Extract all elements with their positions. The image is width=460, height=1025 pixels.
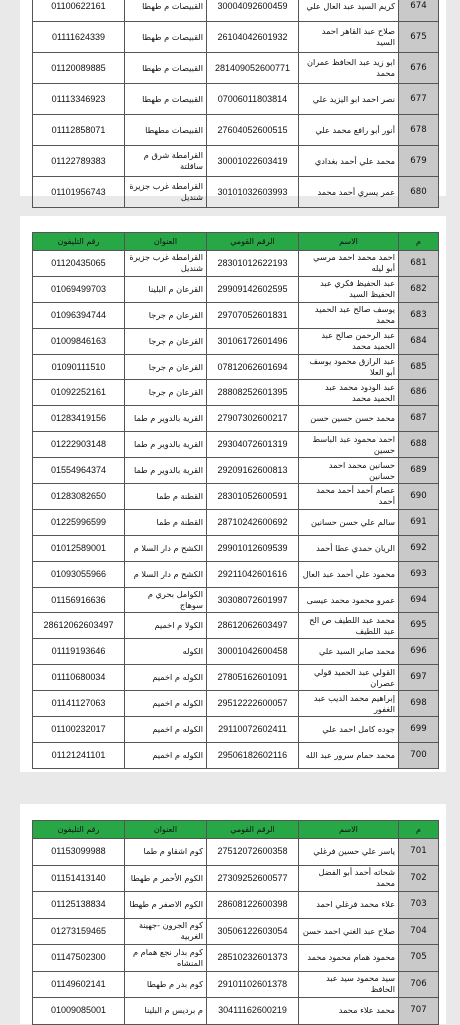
phone-number-cell: 01009085001 <box>33 998 125 1025</box>
records-table-3 <box>32 820 439 1025</box>
row-number-cell: 705 <box>399 945 439 972</box>
person-name-cell: صلاح عبد القاهر احمد السيد <box>299 22 399 53</box>
national-id-cell: 28301012622193 <box>207 251 299 277</box>
national-id-cell: 29110072602411 <box>207 717 299 743</box>
phone-number-cell: 01093055966 <box>33 561 125 587</box>
national-id-cell: 30106172601496 <box>207 328 299 354</box>
person-name-cell: حسانين محمد احمد حسانين <box>299 458 399 484</box>
national-id-cell: 29211042601616 <box>207 561 299 587</box>
header-num: م <box>399 821 439 839</box>
table-row <box>33 691 439 717</box>
table-row <box>33 717 439 743</box>
phone-number-cell: 28612062603497 <box>33 613 125 639</box>
phone-number-cell: 01101956743 <box>33 177 125 208</box>
table-row <box>33 998 439 1025</box>
header-name: الاسم <box>299 233 399 251</box>
person-name-cell: محمد صابر السيد علي <box>299 639 399 665</box>
phone-number-cell: 01110680034 <box>33 665 125 691</box>
phone-number-cell: 01012589001 <box>33 535 125 561</box>
address-cell: القرامطة غرب جزيرة شنديل <box>125 251 207 277</box>
person-name-cell: كريم السيد عبد العال علي <box>299 0 399 22</box>
row-number-cell: 692 <box>399 535 439 561</box>
table-row <box>33 458 439 484</box>
address-cell: كوم اشقاو م طما <box>125 839 207 866</box>
table-row <box>33 509 439 535</box>
person-name-cell: جوده كامل احمد علي <box>299 717 399 743</box>
person-name-cell: عمر يسري أحمد محمد <box>299 177 399 208</box>
table-row <box>33 22 439 53</box>
national-id-cell: 30411162600219 <box>207 998 299 1025</box>
row-number-cell: 695 <box>399 613 439 639</box>
address-cell: الكوله <box>125 639 207 665</box>
address-cell: الكوله م اخميم <box>125 742 207 768</box>
phone-number-cell: 01100622161 <box>33 0 125 22</box>
header-address: العنوان <box>125 233 207 251</box>
person-name-cell: يوسف صالح عبد الحميد محمد <box>299 302 399 328</box>
phone-number-cell: 01113346923 <box>33 84 125 115</box>
table-row <box>33 328 439 354</box>
table-row <box>33 665 439 691</box>
address-cell: القرعان م جرجا <box>125 302 207 328</box>
table-row <box>33 53 439 84</box>
person-name-cell: عبد الودود محمد عبد الحميد محمد <box>299 380 399 406</box>
phone-number-cell: 01096394744 <box>33 302 125 328</box>
row-number-cell: 678 <box>399 115 439 146</box>
phone-number-cell: 01554964374 <box>33 458 125 484</box>
table-row <box>33 742 439 768</box>
person-name-cell: عبد الرازق محمود يوسف أبو العلا <box>299 354 399 380</box>
national-id-cell: 28608122600398 <box>207 892 299 919</box>
address-cell: كوم بدار نجع همام م المنشاه <box>125 945 207 972</box>
person-name-cell: محمد علاء محمد <box>299 998 399 1025</box>
table-row <box>33 84 439 115</box>
row-number-cell: 687 <box>399 406 439 432</box>
table-row <box>33 945 439 972</box>
row-number-cell: 681 <box>399 251 439 277</box>
person-name-cell: محمد عبد اللطيف ص الح عبد اللطيف <box>299 613 399 639</box>
table-row <box>33 0 439 22</box>
row-number-cell: 699 <box>399 717 439 743</box>
national-id-cell: 29901012609539 <box>207 535 299 561</box>
header-phone: رقم التليفون <box>33 821 125 839</box>
row-number-cell: 686 <box>399 380 439 406</box>
person-name-cell: نصر احمد ابو اليزيد علي <box>299 84 399 115</box>
national-id-cell: 29209162600813 <box>207 458 299 484</box>
table-row <box>33 177 439 208</box>
national-id-cell: 27907302600217 <box>207 406 299 432</box>
address-cell: القرامطة شرق م ساقلتة <box>125 146 207 177</box>
row-number-cell: 690 <box>399 484 439 510</box>
address-cell: القرية بالدوير م طما <box>125 458 207 484</box>
row-number-cell: 679 <box>399 146 439 177</box>
header-national-id: الرقم القومي <box>207 821 299 839</box>
row-number-cell: 684 <box>399 328 439 354</box>
document-page-2 <box>20 216 446 772</box>
address-cell: الكوله م اخميم <box>125 665 207 691</box>
header-num: م <box>399 233 439 251</box>
address-cell: الكشح م دار السلا م <box>125 535 207 561</box>
table-row <box>33 484 439 510</box>
national-id-cell: 28808252601395 <box>207 380 299 406</box>
national-id-cell: 27805162601091 <box>207 665 299 691</box>
phone-number-cell: 01273159465 <box>33 918 125 945</box>
row-number-cell: 704 <box>399 918 439 945</box>
address-cell: الكوله م اخميم <box>125 691 207 717</box>
phone-number-cell: 01112858071 <box>33 115 125 146</box>
row-number-cell: 696 <box>399 639 439 665</box>
person-name-cell: سالم علي حسن حسانين <box>299 509 399 535</box>
row-number-cell: 706 <box>399 971 439 998</box>
records-table-2 <box>32 232 439 769</box>
table-row <box>33 918 439 945</box>
document-page-1 <box>20 0 446 202</box>
person-name-cell: ياسر علي حسين فرغلي <box>299 839 399 866</box>
national-id-cell: 29101102601378 <box>207 971 299 998</box>
national-id-cell: 26104042601932 <box>207 22 299 53</box>
address-cell: القبيصات مطهطا <box>125 115 207 146</box>
person-name-cell: عبد الرحمن صالح عبد الحميد محمد <box>299 328 399 354</box>
person-name-cell: احمد محمود عبد الباسط حسين <box>299 432 399 458</box>
header-name: الاسم <box>299 821 399 839</box>
address-cell: كوم بدر م طهطا <box>125 971 207 998</box>
address-cell: القبيصات م طهطا <box>125 84 207 115</box>
row-number-cell: 698 <box>399 691 439 717</box>
address-cell: القرعان م جرجا <box>125 354 207 380</box>
address-cell: الكوله م اخميم <box>125 717 207 743</box>
national-id-cell: 30506122603054 <box>207 918 299 945</box>
national-id-cell: 27512072600358 <box>207 839 299 866</box>
row-number-cell: 680 <box>399 177 439 208</box>
phone-number-cell: 01156916636 <box>33 587 125 613</box>
address-cell: القبيصات م طهطا <box>125 0 207 22</box>
national-id-cell: 30308072601997 <box>207 587 299 613</box>
table-row <box>33 613 439 639</box>
table-row <box>33 406 439 432</box>
person-name-cell: محمد حمام سرور عبد الله <box>299 742 399 768</box>
phone-number-cell: 01100232017 <box>33 717 125 743</box>
header-national-id: الرقم القومي <box>207 233 299 251</box>
address-cell: الكولا م اخميم <box>125 613 207 639</box>
person-name-cell: محمد حسن حسين حسن <box>299 406 399 432</box>
phone-number-cell: 01009846163 <box>33 328 125 354</box>
table-row <box>33 561 439 587</box>
phone-number-cell: 01121241101 <box>33 742 125 768</box>
row-number-cell: 675 <box>399 22 439 53</box>
table-row <box>33 251 439 277</box>
national-id-cell: 27604052600515 <box>207 115 299 146</box>
table-row <box>33 639 439 665</box>
address-cell: القرية بالدوير م طما <box>125 406 207 432</box>
table-row <box>33 432 439 458</box>
national-id-cell: 281409052600771 <box>207 53 299 84</box>
address-cell: القرية بالدوير م طما <box>125 432 207 458</box>
row-number-cell: 700 <box>399 742 439 768</box>
phone-number-cell: 01153099988 <box>33 839 125 866</box>
row-number-cell: 683 <box>399 302 439 328</box>
person-name-cell: صلاح عبد الغني احمد حسن <box>299 918 399 945</box>
person-name-cell: احمد محمد احمد مرسي أبو ليله <box>299 251 399 277</box>
national-id-cell: 29512222600057 <box>207 691 299 717</box>
phone-number-cell: 01122789383 <box>33 146 125 177</box>
row-number-cell: 682 <box>399 276 439 302</box>
phone-number-cell: 01283419156 <box>33 406 125 432</box>
person-name-cell: شحاته أحمد أبو الفضل محمد <box>299 865 399 892</box>
person-name-cell: ابو زيد عبد الحافظ عمران محمد <box>299 53 399 84</box>
table-row <box>33 354 439 380</box>
national-id-cell: 28612062603497 <box>207 613 299 639</box>
address-cell: الكوم الأحمر م طهطا <box>125 865 207 892</box>
person-name-cell: محمد علي أحمد بغدادي <box>299 146 399 177</box>
phone-number-cell: 01147502300 <box>33 945 125 972</box>
phone-number-cell: 01283082650 <box>33 484 125 510</box>
address-cell: القطنة م طما <box>125 509 207 535</box>
row-number-cell: 697 <box>399 665 439 691</box>
address-cell: الكوامل بحري م سوهاج <box>125 587 207 613</box>
address-cell: كوم الجرون -جهينة الغربية <box>125 918 207 945</box>
address-cell: القبيصات م طهطا <box>125 53 207 84</box>
address-cell: القرعان م البلينا <box>125 276 207 302</box>
row-number-cell: 701 <box>399 839 439 866</box>
row-number-cell: 685 <box>399 354 439 380</box>
phone-number-cell: 01125138834 <box>33 892 125 919</box>
national-id-cell: 30004092600459 <box>207 0 299 22</box>
row-number-cell: 703 <box>399 892 439 919</box>
national-id-cell: 29506182602116 <box>207 742 299 768</box>
table-row <box>33 587 439 613</box>
table-row <box>33 865 439 892</box>
table-header-row <box>33 233 439 251</box>
row-number-cell: 707 <box>399 998 439 1025</box>
row-number-cell: 674 <box>399 0 439 22</box>
row-number-cell: 702 <box>399 865 439 892</box>
table-row <box>33 115 439 146</box>
phone-number-cell: 01151413140 <box>33 865 125 892</box>
table-row <box>33 839 439 866</box>
table-row <box>33 892 439 919</box>
header-address: العنوان <box>125 821 207 839</box>
national-id-cell: 28510232601373 <box>207 945 299 972</box>
row-number-cell: 693 <box>399 561 439 587</box>
phone-number-cell: 01111624339 <box>33 22 125 53</box>
person-name-cell: عصام أحمد أحمد محمد أحمد <box>299 484 399 510</box>
person-name-cell: علاء محمد فرغلي احمد <box>299 892 399 919</box>
address-cell: القطنة م طما <box>125 484 207 510</box>
person-name-cell: الريان حمدي عطا أحمد <box>299 535 399 561</box>
table-header-row <box>33 821 439 839</box>
table-row <box>33 276 439 302</box>
table-row <box>33 380 439 406</box>
national-id-cell: 30101032603993 <box>207 177 299 208</box>
person-name-cell: إبراهيم محمد الديب عبد الغفور <box>299 691 399 717</box>
address-cell: القرعان م جرجا <box>125 328 207 354</box>
national-id-cell: 28710242600692 <box>207 509 299 535</box>
address-cell: القبيصات م طهطا <box>125 22 207 53</box>
national-id-cell: 07812062601694 <box>207 354 299 380</box>
national-id-cell: 07006011803814 <box>207 84 299 115</box>
records-table-1 <box>32 0 439 208</box>
national-id-cell: 29909142602595 <box>207 276 299 302</box>
table-row <box>33 146 439 177</box>
table-row <box>33 535 439 561</box>
table-row <box>33 971 439 998</box>
phone-number-cell: 01092252161 <box>33 380 125 406</box>
address-cell: الكوم الاصفر م طهطا <box>125 892 207 919</box>
table-row <box>33 302 439 328</box>
national-id-cell: 27309252600577 <box>207 865 299 892</box>
national-id-cell: 30001022603419 <box>207 146 299 177</box>
person-name-cell: عمرو محمود محمد عيسى <box>299 587 399 613</box>
phone-number-cell: 01090111510 <box>33 354 125 380</box>
person-name-cell: القولي عبد الحميد قولي عصران <box>299 665 399 691</box>
national-id-cell: 29707052601831 <box>207 302 299 328</box>
row-number-cell: 677 <box>399 84 439 115</box>
header-phone: رقم التليفون <box>33 233 125 251</box>
row-number-cell: 676 <box>399 53 439 84</box>
person-name-cell: محمود علي أحمد عبد العال <box>299 561 399 587</box>
phone-number-cell: 01120089885 <box>33 53 125 84</box>
phone-number-cell: 01141127063 <box>33 691 125 717</box>
address-cell: الكشح م دار السلا م <box>125 561 207 587</box>
phone-number-cell: 01120435065 <box>33 251 125 277</box>
row-number-cell: 691 <box>399 509 439 535</box>
person-name-cell: عبد الحفيظ فكري عبد الحفيظ السيد <box>299 276 399 302</box>
address-cell: القرعان م جرجا <box>125 380 207 406</box>
person-name-cell: محمود همام محمود محمد <box>299 945 399 972</box>
row-number-cell: 694 <box>399 587 439 613</box>
person-name-cell: سيد محمود سيد عبد الحافظ <box>299 971 399 998</box>
phone-number-cell: 01222903148 <box>33 432 125 458</box>
national-id-cell: 28301052600591 <box>207 484 299 510</box>
phone-number-cell: 01069499703 <box>33 276 125 302</box>
row-number-cell: 688 <box>399 432 439 458</box>
national-id-cell: 29304072601319 <box>207 432 299 458</box>
phone-number-cell: 01225996599 <box>33 509 125 535</box>
address-cell: القرامطة غرب جزيرة شنديل <box>125 177 207 208</box>
document-page-3 <box>20 804 446 1024</box>
row-number-cell: 689 <box>399 458 439 484</box>
person-name-cell: أنور أبو رافع محمد علي <box>299 115 399 146</box>
phone-number-cell: 01119193646 <box>33 639 125 665</box>
address-cell: م بردیس م البلینا <box>125 998 207 1025</box>
phone-number-cell: 01149602141 <box>33 971 125 998</box>
national-id-cell: 30001042600458 <box>207 639 299 665</box>
